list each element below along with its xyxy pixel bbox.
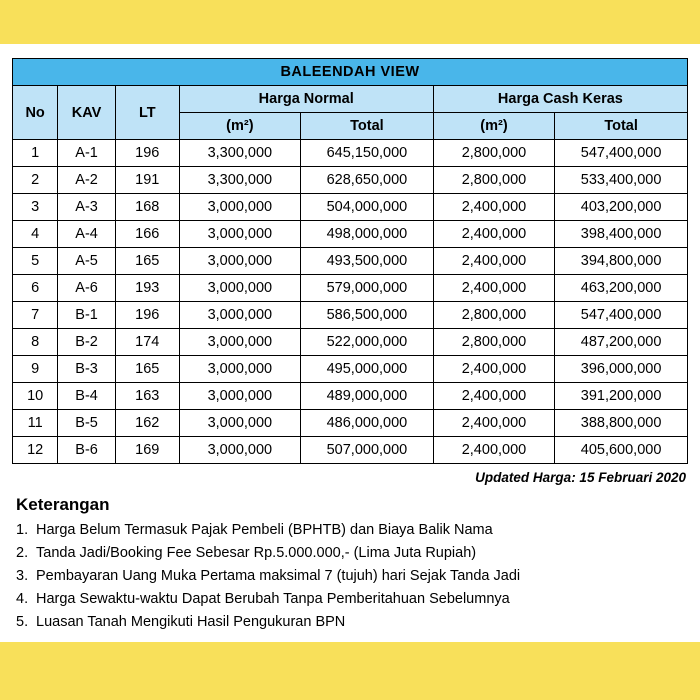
cell-lt: 196 <box>115 302 179 329</box>
note-item <box>16 588 688 610</box>
cell-cash-total: 403,200,000 <box>555 194 688 221</box>
cell-cash-m2: 2,800,000 <box>433 329 554 356</box>
cell-normal-total: 628,650,000 <box>301 167 434 194</box>
cell-no: 11 <box>13 410 58 437</box>
table-head <box>13 59 688 140</box>
cell-normal-m2: 3,000,000 <box>179 383 300 410</box>
cell-kav: A-6 <box>58 275 116 302</box>
cell-cash-total: 405,600,000 <box>555 437 688 464</box>
note-text: Harga Sewaktu-waktu Dapat Berubah Tanpa Pemberitahuan Sebelumnya <box>36 591 510 607</box>
header-normal-total: Total <box>301 113 434 140</box>
cell-normal-total: 498,000,000 <box>301 221 434 248</box>
title-row <box>13 59 688 86</box>
cell-kav: A-1 <box>58 140 116 167</box>
note-number: 5. <box>16 614 29 630</box>
cell-no: 4 <box>13 221 58 248</box>
note-text: Luasan Tanah Mengikuti Hasil Pengukuran BPN <box>36 614 346 630</box>
table-row <box>13 302 688 329</box>
cell-normal-m2: 3,000,000 <box>179 221 300 248</box>
table-row <box>13 356 688 383</box>
cell-lt: 169 <box>115 437 179 464</box>
cell-kav: B-1 <box>58 302 116 329</box>
header-cash-m2: (m²) <box>433 113 554 140</box>
cell-cash-m2: 2,400,000 <box>433 248 554 275</box>
cell-normal-m2: 3,000,000 <box>179 437 300 464</box>
cell-no: 12 <box>13 437 58 464</box>
table-row <box>13 410 688 437</box>
notes-list <box>12 519 688 633</box>
note-number: 1. <box>16 522 29 538</box>
header-harga-cash-keras: Harga Cash Keras <box>433 86 687 113</box>
cell-cash-total: 533,400,000 <box>555 167 688 194</box>
cell-no: 7 <box>13 302 58 329</box>
cell-cash-total: 463,200,000 <box>555 275 688 302</box>
cell-kav: B-6 <box>58 437 116 464</box>
cell-lt: 165 <box>115 356 179 383</box>
cell-cash-m2: 2,800,000 <box>433 302 554 329</box>
table-row <box>13 329 688 356</box>
cell-kav: A-3 <box>58 194 116 221</box>
note-item <box>16 542 688 564</box>
cell-kav: A-4 <box>58 221 116 248</box>
cell-lt: 165 <box>115 248 179 275</box>
table-row <box>13 248 688 275</box>
cell-no: 2 <box>13 167 58 194</box>
note-item <box>16 611 688 633</box>
header-row-group <box>13 86 688 113</box>
table-row <box>13 167 688 194</box>
cell-normal-total: 495,000,000 <box>301 356 434 383</box>
cell-cash-m2: 2,800,000 <box>433 140 554 167</box>
cell-normal-total: 504,000,000 <box>301 194 434 221</box>
header-normal-m2: (m²) <box>179 113 300 140</box>
note-item <box>16 519 688 541</box>
cell-cash-total: 547,400,000 <box>555 140 688 167</box>
cell-cash-total: 547,400,000 <box>555 302 688 329</box>
cell-cash-total: 394,800,000 <box>555 248 688 275</box>
document-title: BALEENDAH VIEW <box>13 59 688 86</box>
cell-normal-total: 522,000,000 <box>301 329 434 356</box>
table-body <box>13 140 688 464</box>
cell-no: 9 <box>13 356 58 383</box>
table-row <box>13 140 688 167</box>
price-sheet <box>0 44 700 642</box>
note-number: 4. <box>16 591 29 607</box>
table-row <box>13 383 688 410</box>
cell-normal-total: 486,000,000 <box>301 410 434 437</box>
cell-cash-m2: 2,400,000 <box>433 194 554 221</box>
updated-date: Updated Harga: 15 Februari 2020 <box>475 470 686 485</box>
cell-no: 1 <box>13 140 58 167</box>
cell-kav: B-2 <box>58 329 116 356</box>
cell-cash-m2: 2,400,000 <box>433 275 554 302</box>
cell-normal-m2: 3,000,000 <box>179 194 300 221</box>
cell-kav: B-3 <box>58 356 116 383</box>
cell-no: 5 <box>13 248 58 275</box>
cell-no: 10 <box>13 383 58 410</box>
cell-no: 3 <box>13 194 58 221</box>
note-number: 2. <box>16 545 29 561</box>
cell-normal-total: 586,500,000 <box>301 302 434 329</box>
table-row <box>13 437 688 464</box>
cell-normal-m2: 3,000,000 <box>179 302 300 329</box>
cell-cash-total: 391,200,000 <box>555 383 688 410</box>
cell-normal-total: 645,150,000 <box>301 140 434 167</box>
cell-normal-m2: 3,300,000 <box>179 167 300 194</box>
header-cash-total: Total <box>555 113 688 140</box>
cell-cash-m2: 2,800,000 <box>433 167 554 194</box>
header-lt: LT <box>115 86 179 140</box>
header-kav: KAV <box>58 86 116 140</box>
cell-lt: 191 <box>115 167 179 194</box>
cell-lt: 163 <box>115 383 179 410</box>
cell-lt: 196 <box>115 140 179 167</box>
cell-no: 6 <box>13 275 58 302</box>
cell-lt: 168 <box>115 194 179 221</box>
cell-normal-m2: 3,000,000 <box>179 248 300 275</box>
table-row <box>13 275 688 302</box>
notes-title: Keterangan <box>16 495 110 514</box>
cell-normal-total: 507,000,000 <box>301 437 434 464</box>
cell-lt: 162 <box>115 410 179 437</box>
note-text: Harga Belum Termasuk Pajak Pembeli (BPHTB) dan Biaya Balik Nama <box>36 522 493 538</box>
cell-cash-total: 398,400,000 <box>555 221 688 248</box>
cell-normal-m2: 3,300,000 <box>179 140 300 167</box>
note-number: 3. <box>16 568 29 584</box>
cell-normal-total: 579,000,000 <box>301 275 434 302</box>
cell-normal-m2: 3,000,000 <box>179 356 300 383</box>
cell-normal-total: 489,000,000 <box>301 383 434 410</box>
cell-normal-total: 493,500,000 <box>301 248 434 275</box>
cell-no: 8 <box>13 329 58 356</box>
note-text: Pembayaran Uang Muka Pertama maksimal 7 (tujuh) hari Sejak Tanda Jadi <box>36 568 521 584</box>
cell-cash-m2: 2,400,000 <box>433 221 554 248</box>
cell-lt: 166 <box>115 221 179 248</box>
cell-kav: B-5 <box>58 410 116 437</box>
note-text: Tanda Jadi/Booking Fee Sebesar Rp.5.000.000,- (Lima Juta Rupiah) <box>36 545 477 561</box>
cell-normal-m2: 3,000,000 <box>179 410 300 437</box>
cell-normal-m2: 3,000,000 <box>179 275 300 302</box>
cell-kav: A-5 <box>58 248 116 275</box>
cell-cash-total: 396,000,000 <box>555 356 688 383</box>
cell-cash-m2: 2,400,000 <box>433 410 554 437</box>
header-no: No <box>13 86 58 140</box>
cell-lt: 174 <box>115 329 179 356</box>
cell-cash-total: 388,800,000 <box>555 410 688 437</box>
cell-cash-m2: 2,400,000 <box>433 383 554 410</box>
price-table <box>12 58 688 464</box>
note-item <box>16 565 688 587</box>
cell-cash-total: 487,200,000 <box>555 329 688 356</box>
header-harga-normal: Harga Normal <box>179 86 433 113</box>
table-row <box>13 194 688 221</box>
cell-kav: A-2 <box>58 167 116 194</box>
cell-kav: B-4 <box>58 383 116 410</box>
cell-normal-m2: 3,000,000 <box>179 329 300 356</box>
cell-cash-m2: 2,400,000 <box>433 437 554 464</box>
cell-cash-m2: 2,400,000 <box>433 356 554 383</box>
cell-lt: 193 <box>115 275 179 302</box>
table-row <box>13 221 688 248</box>
